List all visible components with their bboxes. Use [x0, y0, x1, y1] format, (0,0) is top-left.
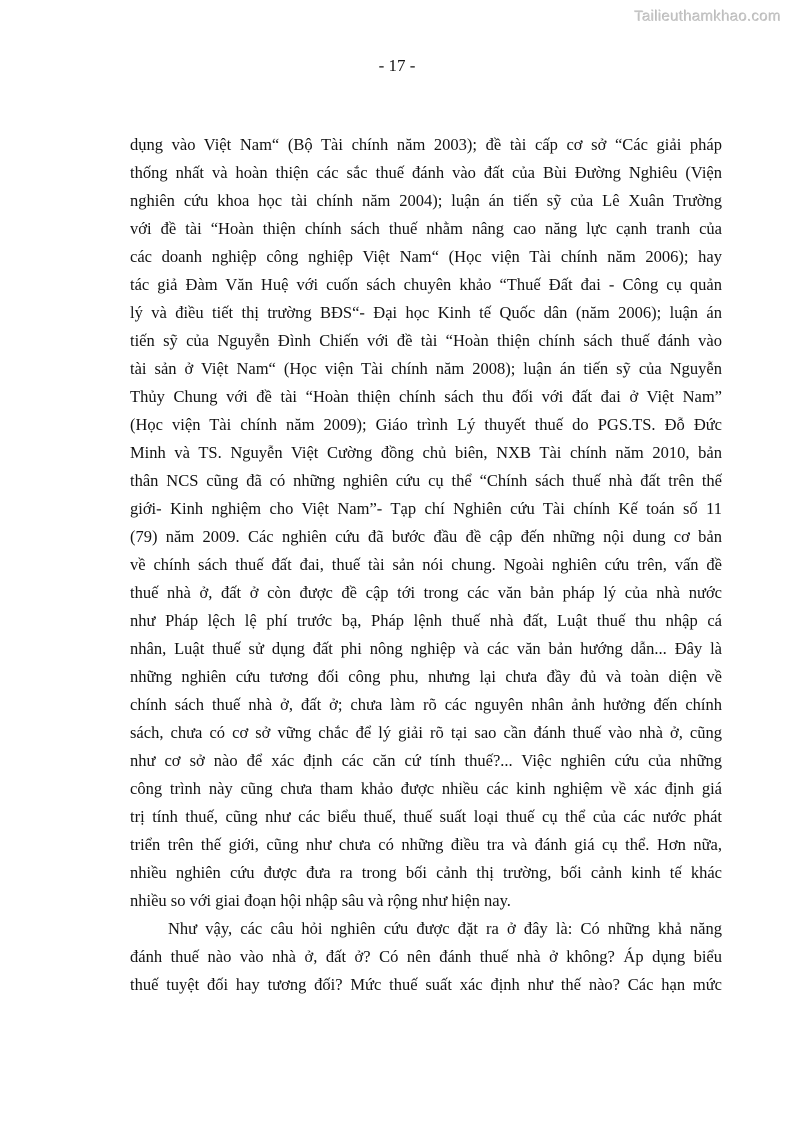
text-line: nhiều nghiên cứu được đưa ra trong bối cảnh thị trường, bối cảnh kinh tế khác — [130, 863, 722, 882]
text-line: Minh và TS. Nguyễn Việt Cường đồng chủ biên, NXB Tài chính năm 2010, bản — [130, 443, 722, 462]
text-line: như cơ sở nào để xác định các căn cứ tính thuế?... Việc nghiên cứu của những — [130, 751, 722, 770]
text-line: Thủy Chung với đề tài “Hoàn thiện chính sách thu đối với đất đai ở Việt Nam” — [130, 387, 722, 406]
text-line: nhân, Luật thuế sử dụng đất phi nông nghiệp và các văn bản hướng dẫn... Đây là — [130, 639, 722, 658]
text-line: thống nhất và hoàn thiện các sắc thuế đánh vào đất của Bùi Đường Nghiêu (Viện — [130, 163, 722, 182]
text-line: lý và điều tiết thị trường BĐS“- Đại học Kinh tế Quốc dân (năm 2006); luận án — [130, 303, 722, 322]
text-line: tác giả Đàm Văn Huệ với cuốn sách chuyên khảo “Thuế Đất đai - Công cụ quản — [130, 275, 722, 294]
text-line: (Học viện Tài chính năm 2009); Giáo trình Lý thuyết thuế do PGS.TS. Đỗ Đức — [130, 415, 722, 434]
text-line: thân NCS cũng đã có những nghiên cứu cụ thể “Chính sách thuế nhà đất trên thế — [130, 471, 722, 490]
text-line: như Pháp lệch lệ phí trước bạ, Pháp lệnh thuế nhà đất, Luật thuế thu nhập cá — [130, 611, 722, 630]
text-line: nhiều so với giai đoạn hội nhập sâu và rộng như hiện nay. — [130, 891, 511, 910]
body-text — [130, 131, 722, 999]
text-line: chính sách thuế nhà ở, đất ở; chưa làm rõ các nguyên nhân ảnh hưởng đến chính — [130, 695, 722, 714]
text-line: đánh thuế nào vào nhà ở, đất ở? Có nên đánh thuế nhà ở không? Áp dụng biểu — [130, 947, 722, 966]
text-line: triển trên thế giới, cũng như chưa có những điều tra và đánh giá cụ thể. Hơn nữa, — [130, 835, 722, 854]
text-line: những nghiên cứu tương đối công phu, nhưng lại chưa đầy đủ và toàn diện về — [130, 667, 722, 686]
text-line: (79) năm 2009. Các nghiên cứu đã bước đầu đề cập đến những nội dung cơ bản — [130, 527, 722, 546]
text-line: thuế tuyệt đối hay tương đối? Mức thuế suất xác định như thế nào? Các hạn mức — [130, 975, 722, 994]
text-line: công trình này cũng chưa tham khảo được nhiều các kinh nghiệm về xác định giá — [130, 779, 722, 798]
text-line: về chính sách thuế đất đai, thuế tài sản nói chung. Ngoài nghiên cứu trên, vấn đề — [130, 555, 722, 574]
watermark: Tailieuthamkhao.com — [634, 8, 781, 25]
text-line: sách, chưa có cơ sở vững chắc để lý giải rõ tại sao cần đánh thuế vào nhà ở, cũng — [130, 723, 722, 742]
text-line: tiến sỹ của Nguyễn Đình Chiến với đề tài “Hoàn thiện chính sách thuế đánh vào — [130, 331, 722, 350]
text-line: các doanh nghiệp công nghiệp Việt Nam“ (Học viện Tài chính năm 2006); hay — [130, 247, 722, 266]
text-line: tài sản ở Việt Nam“ (Học viện Tài chính năm 2008); luận án tiến sỹ của Nguyễn — [130, 359, 722, 378]
page-number: - 17 - — [378, 56, 416, 75]
text-line: nghiên cứu khoa học tài chính năm 2004); luận án tiến sỹ của Lê Xuân Trường — [130, 191, 722, 210]
text-line: giới- Kinh nghiệm cho Việt Nam”- Tạp chí Nghiên cứu Tài chính Kế toán số 11 — [130, 499, 722, 518]
text-line: với đề tài “Hoàn thiện chính sách thuế nhằm nâng cao năng lực cạnh tranh của — [130, 219, 722, 238]
text-line: dụng vào Việt Nam“ (Bộ Tài chính năm 2003); đề tài cấp cơ sở “Các giải pháp — [130, 135, 722, 154]
text-line: thuế nhà ở, đất ở còn được đề cập tới trong các văn bản pháp lý của nhà nước — [130, 583, 722, 602]
text-line: trị tính thuế, cũng như các biểu thuế, thuế suất loại thuế cụ thể của các nước phát — [130, 807, 722, 826]
text-line: Như vậy, các câu hỏi nghiên cứu được đặt ra ở đây là: Có những khả năng — [168, 919, 722, 938]
